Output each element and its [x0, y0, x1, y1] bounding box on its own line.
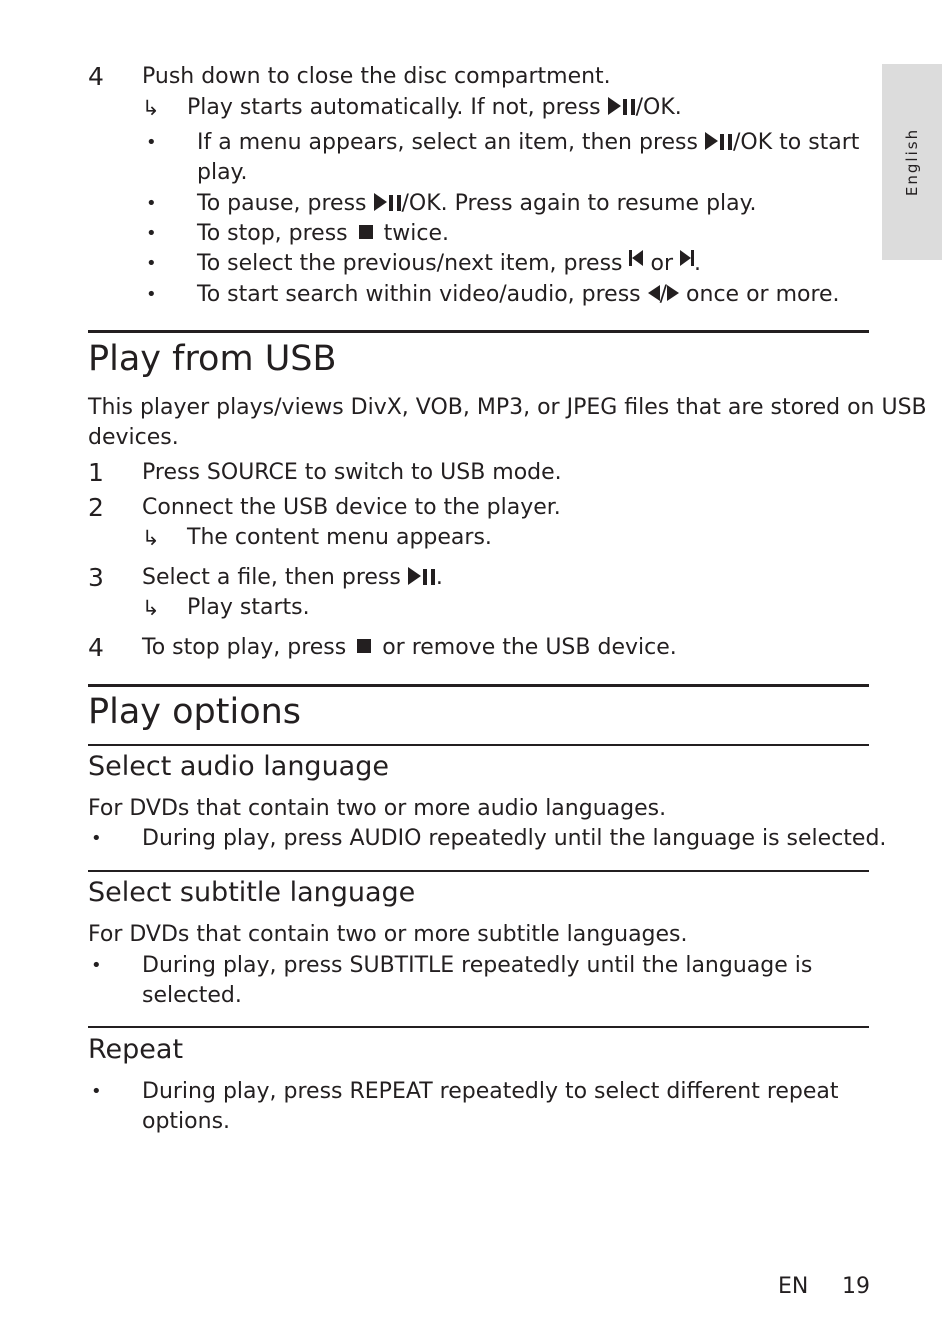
section-title: Play from USB — [88, 339, 337, 379]
right-arrow-icon — [667, 285, 679, 301]
left-arrow-icon — [648, 285, 660, 301]
list-item: To select the previous/next item, press or . — [197, 249, 701, 280]
next-icon — [680, 250, 694, 280]
step-result: Play starts. — [187, 595, 310, 620]
subsection-title: Select subtitle language — [88, 877, 416, 908]
bullet-icon: • — [146, 253, 157, 274]
list-item-continuation: options. — [142, 1109, 231, 1134]
subsection-divider — [88, 870, 869, 872]
list-item: During play, press REPEAT repeatedly to select different repeat — [142, 1079, 839, 1104]
list-item: To stop, press twice. — [197, 221, 449, 246]
section-intro-continuation: devices. — [88, 425, 179, 450]
subsection-intro: For DVDs that contain two or more subtitle languages. — [88, 922, 688, 947]
bullet-icon: • — [146, 193, 157, 214]
step-text: Push down to close the disc compartment. — [142, 64, 611, 89]
footer-language: EN — [778, 1274, 809, 1299]
step-number: 3 — [88, 563, 104, 592]
list-item: During play, press AUDIO repeatedly until the language is selected. — [142, 826, 887, 851]
bullet-icon: • — [146, 132, 157, 153]
section-divider — [88, 330, 869, 333]
section-divider — [88, 684, 869, 687]
pause-icon — [720, 134, 733, 150]
list-item-continuation: selected. — [142, 983, 242, 1008]
list-item: If a menu appears, select an item, then press /OK to start — [197, 130, 860, 155]
step-number: 4 — [88, 62, 104, 91]
subsection-divider — [88, 1026, 869, 1028]
step-text: Connect the USB device to the player. — [142, 495, 561, 520]
step-result: Play starts automatically. If not, press /OK. — [187, 95, 682, 120]
play-icon — [408, 567, 421, 585]
section-title: Play options — [88, 692, 302, 732]
play-icon — [374, 193, 387, 211]
play-icon — [705, 132, 718, 150]
stop-icon — [359, 225, 373, 239]
result-arrow-icon: ↳ — [142, 526, 160, 550]
pause-icon — [623, 99, 636, 115]
previous-icon — [629, 250, 643, 280]
list-item: To start search within video/audio, press / once or more. — [197, 282, 840, 307]
step-text: Select a file, then press . — [142, 565, 443, 590]
bullet-icon: • — [146, 284, 157, 305]
step-text: To stop play, press or remove the USB device. — [142, 635, 677, 660]
list-item-continuation: play. — [197, 160, 248, 185]
result-arrow-icon: ↳ — [142, 596, 160, 620]
play-icon — [608, 97, 621, 115]
bullet-icon: • — [91, 828, 102, 849]
result-arrow-icon: ↳ — [142, 96, 160, 120]
step-number: 1 — [88, 458, 104, 487]
bullet-icon: • — [91, 1081, 102, 1102]
language-tab-label: English — [903, 127, 921, 197]
step-number: 2 — [88, 493, 104, 522]
bullet-icon: • — [91, 955, 102, 976]
list-item: To pause, press /OK. Press again to resume play. — [197, 191, 757, 216]
subsection-title: Select audio language — [88, 751, 389, 782]
subsection-intro: For DVDs that contain two or more audio languages. — [88, 796, 667, 821]
step-text: Press SOURCE to switch to USB mode. — [142, 460, 562, 485]
step-number: 4 — [88, 633, 104, 662]
subsection-divider — [88, 744, 869, 746]
pause-icon — [423, 569, 436, 585]
list-item: During play, press SUBTITLE repeatedly until the language is — [142, 953, 813, 978]
section-intro: This player plays/views DivX, VOB, MP3, or JPEG files that are stored on USB — [88, 395, 927, 420]
stop-icon — [357, 639, 371, 653]
pause-icon — [389, 195, 402, 211]
page-number: 19 — [842, 1274, 870, 1299]
subsection-title: Repeat — [88, 1034, 184, 1065]
bullet-icon: • — [146, 223, 157, 244]
step-result: The content menu appears. — [187, 525, 492, 550]
